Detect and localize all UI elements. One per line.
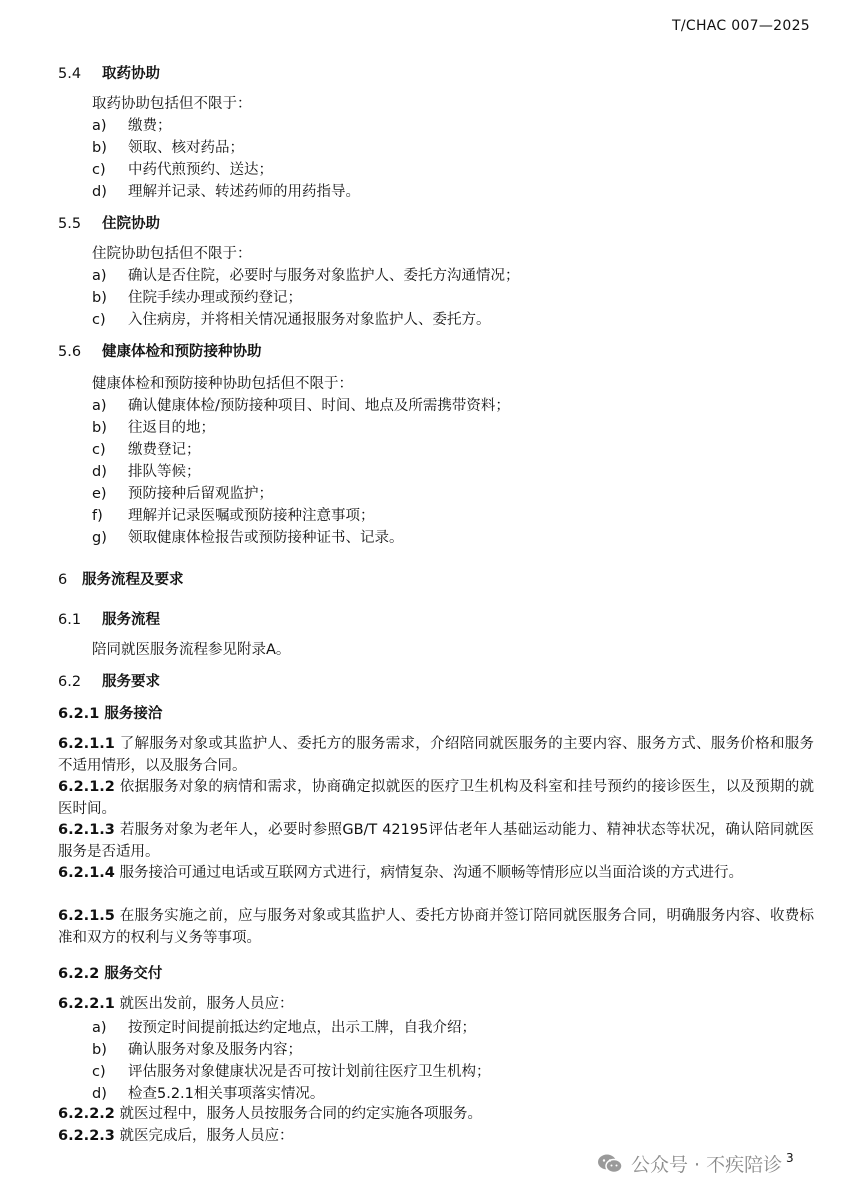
section-number: 5.4 — [58, 66, 82, 82]
list-text: 往返目的地； — [128, 420, 215, 436]
section-title: 服务要求 — [102, 674, 160, 690]
list-text: 缴费登记； — [128, 442, 201, 458]
section-number: 6 — [58, 572, 68, 588]
list-marker: b) — [92, 420, 107, 436]
clause-6-2-2-3 — [58, 1126, 814, 1148]
list-marker: a) — [92, 268, 107, 284]
list-marker: b) — [92, 1042, 107, 1058]
clause-6-2-1-2 — [58, 777, 814, 820]
clause-6-2-1-5 — [58, 906, 814, 949]
section-6-1-heading — [58, 608, 160, 629]
list-item — [92, 286, 302, 307]
list-item — [92, 1016, 476, 1037]
list-text: 缴费； — [128, 118, 172, 134]
clause-number: 6.2.1.2 — [58, 779, 115, 795]
standard-code: T/CHAC 007—2025 — [672, 18, 810, 34]
section-5-6-heading — [58, 340, 262, 361]
section-number: 6.2 — [58, 674, 82, 690]
list-marker: d) — [92, 184, 107, 200]
list-item — [92, 438, 201, 459]
list-marker: b) — [92, 140, 107, 156]
subsection-6-2-2-heading: 6.2.2 服务交付 — [58, 966, 163, 982]
list-text: 中药代煎预约、送达； — [128, 162, 273, 178]
section-6-2-heading — [58, 670, 160, 691]
clause-text: 依据服务对象的病情和需求，协商确定拟就医的医疗卫生机构及科室和挂号预约的接诊医生，以及预期的就医时间。 — [58, 779, 814, 817]
list-item — [92, 1082, 324, 1103]
section-6-1-text: 陪同就医服务流程参见附录A。 — [92, 642, 291, 658]
clause-number: 6.2.2.1 — [58, 996, 115, 1012]
list-marker: a) — [92, 118, 107, 134]
list-marker: d) — [92, 464, 107, 480]
section-title: 取药协助 — [102, 66, 160, 82]
section-title: 住院协助 — [102, 216, 160, 232]
list-text: 领取、核对药品； — [128, 140, 244, 156]
section-5-6-intro: 健康体检和预防接种协助包括但不限于： — [92, 376, 353, 392]
list-text: 检查5.2.1相关事项落实情况。 — [128, 1086, 325, 1102]
list-item — [92, 1060, 491, 1081]
clause-6-2-1-4 — [58, 863, 814, 885]
list-item — [92, 394, 510, 415]
section-number: 5.6 — [58, 344, 82, 360]
section-title: 服务流程及要求 — [82, 572, 184, 588]
clause-6-2-1-3 — [58, 820, 814, 863]
section-5-5-intro: 住院协助包括但不限于： — [92, 246, 252, 262]
list-item — [92, 264, 520, 285]
list-text: 住院手续办理或预约登记； — [128, 290, 302, 306]
section-5-4-intro: 取药协助包括但不限于： — [92, 96, 252, 112]
list-item — [92, 114, 172, 135]
list-text: 排队等候； — [128, 464, 201, 480]
list-text: 入住病房，并将相关情况通报服务对象监护人、委托方。 — [128, 312, 491, 328]
clause-number: 6.2.1.5 — [58, 908, 115, 924]
list-item — [92, 308, 491, 329]
clause-number: 6.2.2.3 — [58, 1128, 115, 1144]
list-item — [92, 504, 375, 525]
list-marker: b) — [92, 290, 107, 306]
list-marker: c) — [92, 442, 106, 458]
list-marker: c) — [92, 1064, 106, 1080]
clause-number: 6.2.2.2 — [58, 1106, 115, 1122]
list-item — [92, 136, 244, 157]
list-marker: g) — [92, 530, 107, 546]
section-number: 5.5 — [58, 216, 82, 232]
list-marker: e) — [92, 486, 107, 502]
page-number: 3 — [786, 1151, 794, 1165]
list-item — [92, 460, 201, 481]
subsection-6-2-1-heading: 6.2.1 服务接洽 — [58, 706, 163, 722]
list-text: 确认服务对象及服务内容； — [128, 1042, 302, 1058]
clause-text: 就医完成后，服务人员应： — [114, 1128, 294, 1144]
section-title: 服务流程 — [102, 612, 160, 628]
clause-number: 6.2.1.3 — [58, 822, 115, 838]
list-item — [92, 482, 273, 503]
watermark-text: 公众号 · 不疾陪诊 — [631, 1154, 783, 1176]
section-5-5-heading — [58, 212, 160, 233]
list-text: 评估服务对象健康状况是否可按计划前往医疗卫生机构； — [128, 1064, 491, 1080]
clause-number: 6.2.1.1 — [58, 736, 115, 752]
chapter-6-heading — [58, 568, 184, 589]
clause-text: 了解服务对象或其监护人、委托方的服务需求，介绍陪同就医服务的主要内容、服务方式、服务价格和服务不适用情形，以及服务合同。 — [58, 736, 814, 774]
list-text: 领取健康体检报告或预防接种证书、记录。 — [128, 530, 404, 546]
list-marker: a) — [92, 1020, 107, 1036]
list-text: 确认是否住院，必要时与服务对象监护人、委托方沟通情况； — [128, 268, 520, 284]
list-text: 按预定时间提前抵达约定地点，出示工牌，自我介绍； — [128, 1020, 476, 1036]
list-item — [92, 1038, 302, 1059]
list-marker: c) — [92, 162, 106, 178]
clause-number: 6.2.1.4 — [58, 865, 115, 881]
section-number: 6.1 — [58, 612, 82, 628]
list-item — [92, 416, 215, 437]
list-item — [92, 180, 360, 201]
list-text: 理解并记录医嘱或预防接种注意事项； — [128, 508, 375, 524]
section-title: 健康体检和预防接种协助 — [102, 344, 262, 360]
clause-text: 就医出发前，服务人员应： — [114, 996, 294, 1012]
clause-6-2-2-1 — [58, 994, 814, 1016]
list-marker: a) — [92, 398, 107, 414]
clause-6-2-1-1 — [58, 734, 814, 777]
clause-text: 服务接洽可通过电话或互联网方式进行，病情复杂、沟通不顺畅等情形应以当面洽谈的方式进行。 — [114, 865, 743, 881]
list-item — [92, 526, 404, 547]
list-item — [92, 158, 273, 179]
clause-text: 若服务对象为老年人，必要时参照GB/T 42195评估老年人基础运动能力、精神状态等状况，确认陪同就医服务是否适用。 — [58, 822, 814, 860]
list-text: 预防接种后留观监护； — [128, 486, 273, 502]
list-marker: d) — [92, 1086, 107, 1102]
wechat-watermark — [597, 1150, 782, 1177]
list-text: 确认健康体检/预防接种项目、时间、地点及所需携带资料； — [128, 398, 510, 414]
clause-text: 在服务实施之前，应与服务对象或其监护人、委托方协商并签订陪同就医服务合同，明确服务内容、收费标准和双方的权利与义务等事项。 — [58, 908, 814, 946]
wechat-icon — [597, 1153, 623, 1175]
list-marker: c) — [92, 312, 106, 328]
list-marker: f) — [92, 508, 103, 524]
clause-6-2-2-2 — [58, 1104, 814, 1126]
list-text: 理解并记录、转述药师的用药指导。 — [128, 184, 360, 200]
clause-text: 就医过程中，服务人员按服务合同的约定实施各项服务。 — [114, 1106, 482, 1122]
section-5-4-heading — [58, 62, 160, 83]
